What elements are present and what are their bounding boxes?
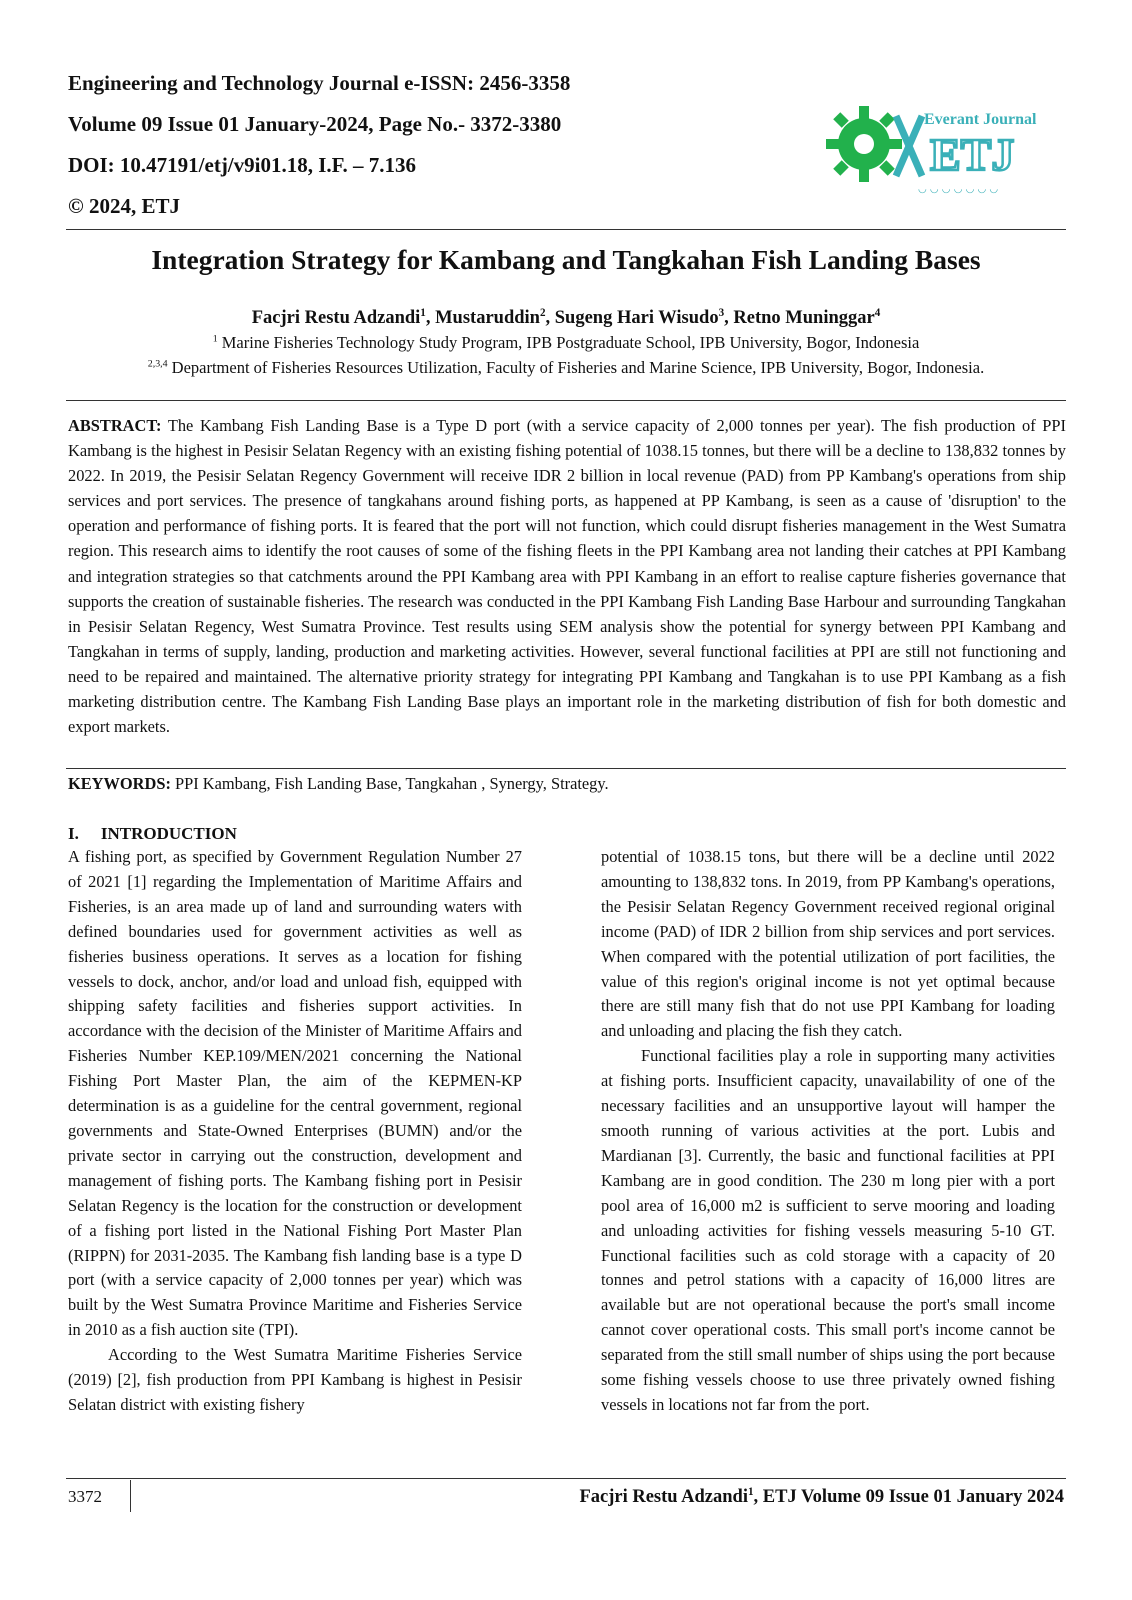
keywords-text: PPI Kambang, Fish Landing Base, Tangkahan , Synergy, Strategy.	[170, 774, 609, 793]
abstract-top-rule	[66, 400, 1066, 401]
right-column	[601, 845, 1055, 1418]
left-column	[68, 845, 522, 1418]
gear-icon	[826, 106, 902, 182]
paragraph: potential of 1038.15 tons, but there will be a decline until 2022 amounting to 138,832 tons. In 2019, from PP Kambang's operations, the Pesisir Selatan Regency Government received regional original income (PAD) of IDR 2 billion from ship services and port services. When compared with the potential utilization of port facilities, the value of this region's original income is not yet optimal because there are still many fish that do not use PPI Kambang for loading and unloading and placing the fish they catch.	[601, 847, 1055, 1041]
footer-divider	[130, 1480, 131, 1512]
paragraph: Functional facilities play a role in supporting many activities at fishing ports. Insufficient capacity, unavailability of one of the necessary facilities and an unsupportive layout will hamper the smooth running of various activities at the port. Lubis and Mardianan [3]. Currently, the basic and functional facilities at PPI Kambang are in good condition. The 230 m long pier with a port pool area of 16,000 m2 is sufficient to serve mooring and loading and unloading activities for fishing vessels measuring 5-10 GT. Functional facilities such as cold storage with a capacity of 20 tonnes and petrol stations with a capacity of 16,000 litres are available but are not operational because the port's small income cannot cover operational costs. This small port's income cannot be separated from the still small number of ships using the port because some fishing vessels choose to use three privately owned fishing vessels in locations not far from the port.	[601, 1046, 1055, 1414]
etj-logo	[826, 96, 1038, 200]
keywords	[68, 773, 1066, 795]
journal-copyright: © 2024, ETJ	[68, 194, 180, 218]
logo-wordmark: ETJ	[930, 129, 1015, 180]
paragraph: According to the West Sumatra Maritime Fisheries Service (2019) [2], fish production from PPI Kambang is highest in Pesisir Selatan district with existing fishery	[68, 1345, 522, 1414]
running-footer: Facjri Restu Adzandi$^1$, ETJ Volume 09 Issue 01 January 2024	[579, 1485, 1064, 1507]
journal-name: Engineering and Technology Journal e-ISSN: 2456-3358	[68, 71, 571, 95]
abstract-bottom-rule	[66, 768, 1066, 769]
svg-text:◡ ◡ ◡ ◡ ◡ ◡ ◡: ◡ ◡ ◡ ◡ ◡ ◡ ◡	[918, 184, 999, 195]
paragraph: A fishing port, as specified by Government Regulation Number 27 of 2021 [1] regarding the Implementation of Maritime Affairs and Fisheries, is an area made up of land and surrounding waters with defined boundaries used for government activities as well as fisheries business operations. It serves as a location for fishing vessels to dock, anchor, and/or load and unload fish, equipped with shipping safety facilities and fisheries support activities. In accordance with the decision of the Minister of Maritime Affairs and Fisheries Number KEP.109/MEN/2021 concerning the National Fishing Port Master Plan, the aim of the KEPMEN-KP determination is as a guideline for the central government, regional governments and State-Owned Enterprises (BUMN) and/or the private sector in carrying out the construction, development and management of fishing ports. The Kambang fishing port in Pesisir Selatan Regency is the location for the construction or development of a fishing port listed in the National Fishing Port Master Plan (RIPPN) for 2031-2035. The Kambang fish landing base is a type D port (with a service capacity of 2,000 tonnes per year) which was built by the West Sumatra Province Maritime and Fisheries Service in 2010 as a fish auction site (TPI).	[68, 847, 522, 1340]
keywords-label: KEYWORDS:	[68, 774, 171, 793]
paper-title: Integration Strategy for Kambang and Tangkahan Fish Landing Bases	[151, 244, 981, 275]
affiliation-2: $^{2,3,4}$ Department of Fisheries Resources Utilization, Faculty of Fisheries and Marine Science, IPB University, Bogor, Indonesia.	[147, 358, 985, 377]
page-number: 3372	[68, 1487, 102, 1506]
abstract	[68, 413, 1066, 739]
journal-volume: Volume 09 Issue 01 January-2024, Page No.- 3372-3380	[68, 112, 562, 136]
author-name: Facjri Restu Adzandi	[251, 308, 421, 328]
abstract-text: The Kambang Fish Landing Base is a Type D port (with a service capacity of 2,000 tonnes per year). The fish production of PPI Kambang is the highest in Pesisir Selatan Regency with an existing fishing potential of 1038.15 tonnes, but there will be a decline to 138,832 tonnes by 2022. In 2019, the Pesisir Selatan Regency Government will receive IDR 2 billion in local revenue (PAD) from PP Kambang's operations from ship services and port services. The presence of tangkahans around fishing ports, as happened at PP Kambang, is seen as a cause of 'disruption' to the operation and performance of fishing ports. It is feared that the port will not function, which could disrupt fisheries management in the West Sumatra region. This research aims to identify the root causes of some of the fishing fleets in the PPI Kambang area not landing their catches at PPI Kambang and integration strategies so that catchments around the PPI Kambang area with PPI Kambang in an effort to realise capture fisheries governance that supports the creation of sustainable fisheries. The research was conducted in the PPI Kambang Fish Landing Base Harbour and surrounding Tangkahan in Pesisir Selatan Regency, West Sumatra Province. Test results using SEM analysis show the potential for synergy between PPI Kambang and Tangkahan in terms of supply, landing, production and marketing activities. However, several functional facilities at PPI are still not functioning and need to be repaired and maintained. The alternative priority strategy for integrating PPI Kambang and Tangkahan is to use PPI Kambang as a fish marketing distribution centre. The Kambang Fish Landing Base plays an important role in the marketing distribution of fish for both domestic and export markets.	[68, 416, 1066, 737]
header-rule	[66, 229, 1066, 230]
author-name: Mustaruddin	[435, 308, 540, 328]
section-heading: I. INTRODUCTION	[68, 824, 237, 843]
logo-tagline: Everant Journal	[924, 111, 1037, 128]
journal-doi: DOI: 10.47191/etj/v9i01.18, I.F. – 7.136	[68, 153, 417, 177]
author-list: Facjri Restu Adzandi$^1$, Mustaruddin$^2$, Sugeng Hari Wisudo$^3$, Retno Muninggar$^4$	[251, 306, 881, 328]
abstract-label: ABSTRACT:	[68, 416, 162, 435]
affiliation-1: $^1$ Marine Fisheries Technology Study Program, IPB Postgraduate School, IPB University, Bogor, Indonesia	[212, 333, 920, 352]
author-name: Retno Muninggar	[733, 308, 875, 328]
footer-rule	[66, 1478, 1066, 1479]
author-name: Sugeng Hari Wisudo	[554, 308, 719, 328]
